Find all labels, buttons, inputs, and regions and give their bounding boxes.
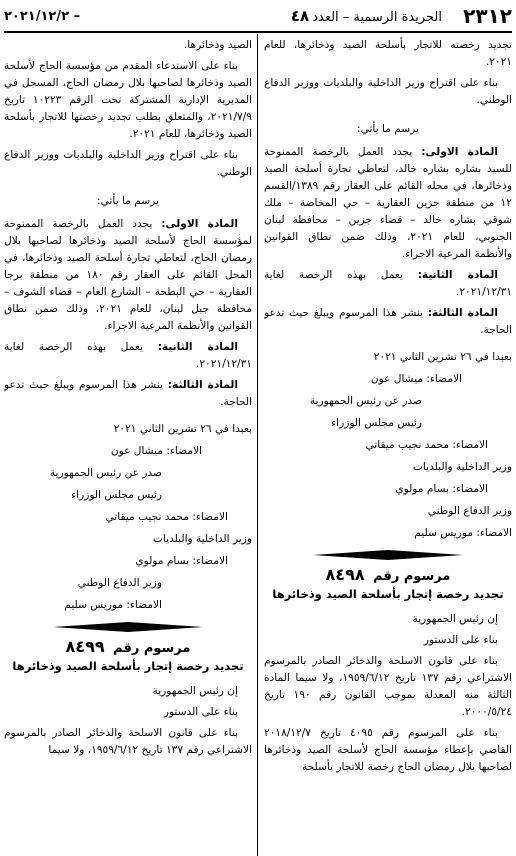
pm-title: رئيس مجلس الوزراء [71, 489, 162, 501]
article-3 [4, 377, 252, 411]
article-label: المادة الاولى: [421, 146, 498, 158]
interior-title: وزير الداخلية والبلديات [412, 461, 512, 473]
right-column [264, 37, 512, 856]
signature-defense: الامضاء: موريس سليم [64, 599, 162, 611]
paragraph: الصيد وذخائرها. [183, 39, 252, 51]
page-number: ٢٣١٢ [463, 4, 512, 28]
left-column [4, 37, 252, 856]
article-text: يعمل بهذه الرخصة لغاية ٢٠٢١/١٢/٣١. [264, 269, 512, 298]
signature-pm: الامضاء: محمد نجيب ميقاتي [105, 511, 228, 523]
paragraph: بناء على المرسوم رقم ٤٠٩٥ تاريخ ٢٠١٨/١٢/٧ القاضي بإعطاء مؤسسة الحاج لأسلحة الصيد وذخائرها لصاحبها بلال رمضان الحاج رخصة للاتجار بأسلحة [264, 727, 512, 773]
publication-name: الجريدة الرسمية – العدد [312, 10, 442, 25]
diamond-rule-icon [313, 550, 463, 560]
pm-title: رئيس مجلس الوزراء [331, 417, 422, 429]
article-text: ينشر هذا المرسوم ويبلغ حيث تدعو الحاجة. [4, 379, 252, 408]
section-divider [4, 622, 252, 632]
decree-number-value: ٨٤٩٩ [65, 637, 105, 656]
article-label: المادة الثالثة: [427, 307, 498, 319]
decree-label: مرسوم رقم [113, 641, 191, 656]
paragraph: بناء على قانون الاسلحة والذخائر الصادر بالمرسوم الاشتراعي رقم ١٣٧ تاريخ ١٩٥٩/٦/١٢، ولا سيما [4, 727, 252, 756]
article-text: يعمل بهذه الرخصة لغاية ٢٠٢١/١٢/٣١. [4, 341, 252, 370]
decrees-heading: يرسم ما يأتي: [357, 123, 419, 135]
page-header [4, 2, 512, 30]
article-3 [264, 305, 512, 339]
paragraph: بناء على اقتراح وزير الداخلية والبلديات ووزير الدفاع الوطني. [4, 149, 252, 178]
article-label: المادة الثانية: [157, 341, 238, 353]
article-text: يجدد العمل بالرخصة الممنوحة للسيد بشاره بشاره خالد، لتعاطي تجارة أسلحة الصيد وذخائرها، في محله القائم على العقار رقم ١٣٨٩/القسم ١٢ من منطقة جزين العقارية – حي المخاضة – ملك شوقي بشاره خالد – قضاء جزين – محافظة لبنان الجنوبي، للعام ٢٠٢١، وذلك ضمن نطاق القوانين والأنظمة المرعية الاجراء. [264, 146, 512, 260]
place-date: بعبدا في ٢٦ تشرين الثاني ٢٠٢١ [113, 423, 252, 435]
issued-by: صدر عن رئيس الجمهورية [309, 395, 422, 407]
decree-title: تجديد رخصة إتجار بأسلحة الصيد وذخائرها [272, 587, 504, 601]
place-date: بعبدا في ٢٦ تشرين الثاني ٢٠٢١ [373, 351, 512, 363]
signature-president: الامضاء: ميشال عون [370, 373, 462, 385]
paragraph: بناء على الدستور [163, 706, 238, 718]
decrees-heading: يرسم ما يأتي: [97, 195, 159, 207]
decree-number [4, 638, 252, 658]
paragraph: تجديد رخصته للاتجار بأسلحة الصيد وذخائرها، للعام ٢٠٢١. [264, 39, 512, 68]
issued-by: صدر عن رئيس الجمهورية [49, 467, 162, 479]
article-label: المادة الثالثة: [167, 379, 238, 391]
defense-title: وزير الدفاع الوطني [427, 505, 512, 517]
diamond-rule-icon [53, 622, 203, 632]
decree-title: تجديد رخصة إتجار بأسلحة الصيد وذخائرها [12, 659, 244, 673]
signature-president: الامضاء: ميشال عون [110, 445, 202, 457]
article-1 [4, 216, 252, 335]
signature-pm: الامضاء: محمد نجيب ميقاتي [365, 439, 488, 451]
paragraph: بناء على اقتراح وزير الداخلية والبلديات ووزير الدفاع الوطني. [264, 77, 512, 106]
signature-interior: الامضاء: بسام مولوي [395, 483, 488, 495]
article-label: المادة الاولى: [161, 218, 238, 230]
article-text: ينشر هذا المرسوم ويبلغ حيث تدعو الحاجة. [264, 307, 512, 336]
defense-title: وزير الدفاع الوطني [77, 577, 162, 589]
article-1 [264, 144, 512, 263]
paragraph: بناء على قانون الاسلحة والذخائر الصادر بالمرسوم الاشتراعي رقم ١٣٧ تاريخ ١٩٥٩/٦/١٢، ولا سيما المادة الثالثة منه المعدلة بموجب القانون رقم ١٩٠ تاريخ ٢٠٠٠/٥/٢٤. [264, 655, 512, 718]
signature-defense: الامضاء: موريس سليم [414, 527, 512, 539]
article-2 [4, 339, 252, 373]
decree-label: مرسوم رقم [373, 569, 451, 584]
signature-interior: الامضاء: بسام مولوي [135, 555, 228, 567]
paragraph: إن رئيس الجمهورية [412, 613, 498, 625]
issue-date: – ٢٠٢١/١٢/٢ [4, 8, 81, 24]
decree-number-value: ٨٤٩٨ [325, 565, 365, 584]
decree-number [264, 566, 512, 586]
article-text: يجدد العمل بالرخصة الممنوحة لمؤسسة الحاج لأسلحة الصيد وذخائرها لصاحبها بلال رمضان الحاج، لتعاطي تجارة أسلحة الصيد وذخائرها، في المحل القائم على العقار رقم ١٨٠ من منطقة برجا العقارية – حي البطحة – الشارع العام – قضاء الشوف – محافظة جبل لبنان، للعام ٢٠٢١، وذلك ضمن نطاق القوانين والأنظمة المرعية الاجراء. [4, 218, 252, 332]
publication-title [114, 7, 452, 25]
article-2 [264, 267, 512, 301]
paragraph: إن رئيس الجمهورية [152, 685, 238, 697]
issue-number: ٤٨ [290, 7, 310, 25]
header-rule [4, 31, 512, 33]
paragraph: بناء على الاستدعاء المقدم من مؤسسة الحاج لأسلحة الصيد وذخائرها لصاحبها بلال رمضان الحاج، المسجل في المديرية الإدارية المشتركة تحت الرقم ١٠٢٢٣ تاريخ ٢٠٢١/٧/٩، والمتعلق بطلب تجديد رخصتها للاتجار بأسلحة الصيد وذخائرها، للعام ٢٠٢١. [4, 60, 252, 140]
section-divider [264, 550, 512, 560]
article-label: المادة الثانية: [417, 269, 498, 281]
interior-title: وزير الداخلية والبلديات [152, 533, 252, 545]
column-separator [257, 34, 258, 856]
paragraph: بناء على الدستور [423, 634, 498, 646]
